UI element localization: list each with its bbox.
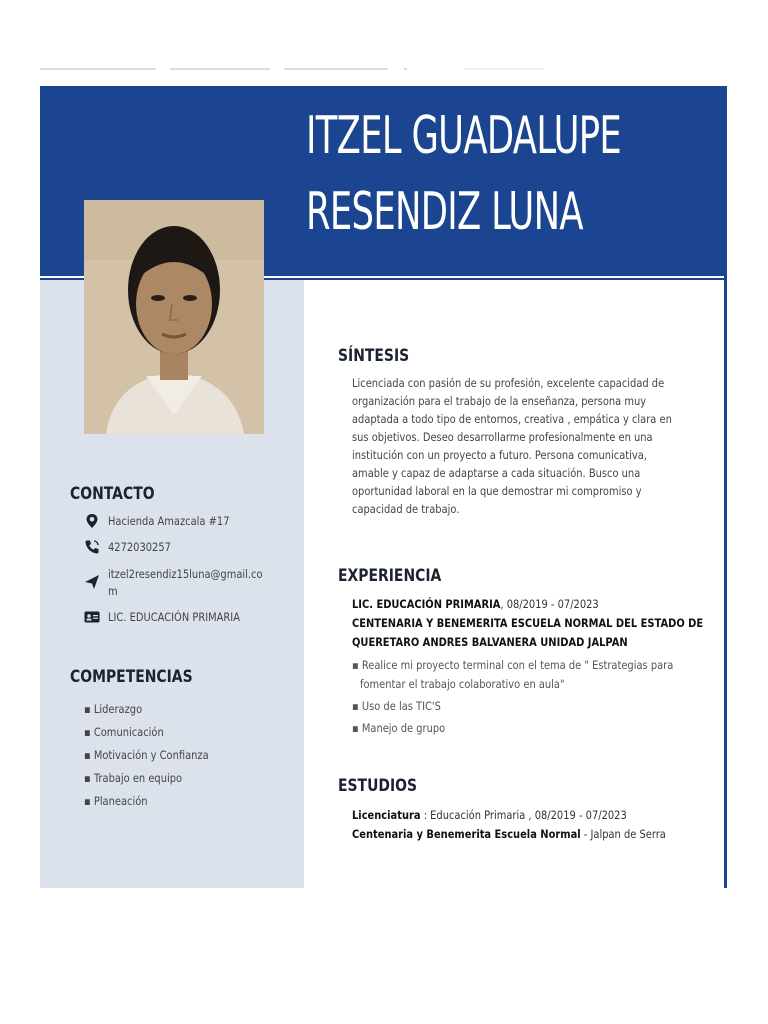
summary-line: capacidad de trabajo.: [352, 502, 460, 516]
education-title: ESTUDIOS: [338, 776, 418, 796]
email-line-1: itzel2resendiz15luna@gmail.co: [108, 567, 263, 581]
skills-title: COMPETENCIAS: [70, 667, 193, 687]
resume-page: [40, 86, 728, 888]
phone-icon: [84, 539, 100, 555]
summary-line: Licenciada con pasión de su profesión, excelente capacidad de: [352, 376, 665, 390]
person-name: [306, 98, 621, 250]
address-text: Hacienda Amazcala #17: [108, 514, 230, 528]
summary-line: organización para el trabajo de la enseñanza, persona muy: [352, 394, 647, 408]
location-pin-icon: [84, 513, 100, 529]
summary-line: institución con un proyecto a futuro. Persona comunicativa,: [352, 448, 647, 462]
education-school: Centenaria y Benemerita Escuela Normal: [352, 827, 581, 841]
experience-org-line-2: QUERETARO ANDRES BALVANERA UNIDAD JALPAN: [352, 635, 628, 649]
experience-dates: , 08/2019 - 07/2023: [500, 597, 599, 611]
skill-item: ▪ Planeación: [84, 794, 148, 808]
skill-item: ▪ Liderazgo: [84, 702, 143, 716]
experience-org-line-1: CENTENARIA Y BENEMERITA ESCUELA NORMAL DEL ESTADO DE: [352, 616, 704, 630]
summary-line: sus objetivos. Deseo desarrollarme profesionalmente en una: [352, 430, 653, 444]
education-degree-detail: : Educación Primaria , 08/2019 - 07/2023: [420, 808, 627, 822]
experience-role: LIC. EDUCACIÓN PRIMARIA: [352, 597, 501, 611]
phone-text: 4272030257: [108, 540, 171, 554]
education-place: - Jalpan de Serra: [580, 827, 666, 841]
right-border-bar: [724, 86, 727, 888]
skill-item: ▪ Trabajo en equipo: [84, 771, 183, 785]
skills-list: [84, 698, 229, 813]
education-degree-label: Licenciatura: [352, 808, 421, 822]
email-line-2: m: [108, 584, 118, 598]
send-icon: [84, 574, 100, 590]
id-card-icon: [84, 609, 100, 625]
email-text: [108, 566, 263, 600]
education-degree-line: [352, 806, 627, 825]
profession-text: LIC. EDUCACIÓN PRIMARIA: [108, 610, 240, 624]
summary-line: oportunidad laboral en la que demostrar mi compromiso y: [352, 484, 642, 498]
contact-title: CONTACTO: [70, 484, 155, 504]
skill-item: ▪ Motivación y Confianza: [84, 748, 209, 762]
summary-line: amable y capaz de adaptarse a cada situación. Busco una: [352, 466, 641, 480]
education-school-line: [352, 825, 666, 844]
name-line-1: ITZEL GUADALUPE: [306, 106, 622, 166]
experience-bullet-continued: fomentar el trabajo colaborativo en aula": [360, 677, 565, 691]
experience-role-line: [352, 595, 599, 614]
name-line-2: RESENDIZ LUNA: [306, 182, 583, 242]
profile-photo: [84, 200, 264, 434]
experience-bullet: ▪ Manejo de grupo: [352, 721, 446, 735]
experience-bullet: ▪ Realice mi proyecto terminal con el tema de " Estrategias para: [352, 658, 674, 672]
experience-title: EXPERIENCIA: [338, 566, 442, 586]
summary-line: adaptada a todo tipo de entornos, creativa , empática y clara en: [352, 412, 672, 426]
skill-item: ▪ Comunicación: [84, 725, 164, 739]
experience-bullet: ▪ Uso de las TIC'S: [352, 699, 441, 713]
summary-title: SÍNTESIS: [338, 346, 410, 366]
